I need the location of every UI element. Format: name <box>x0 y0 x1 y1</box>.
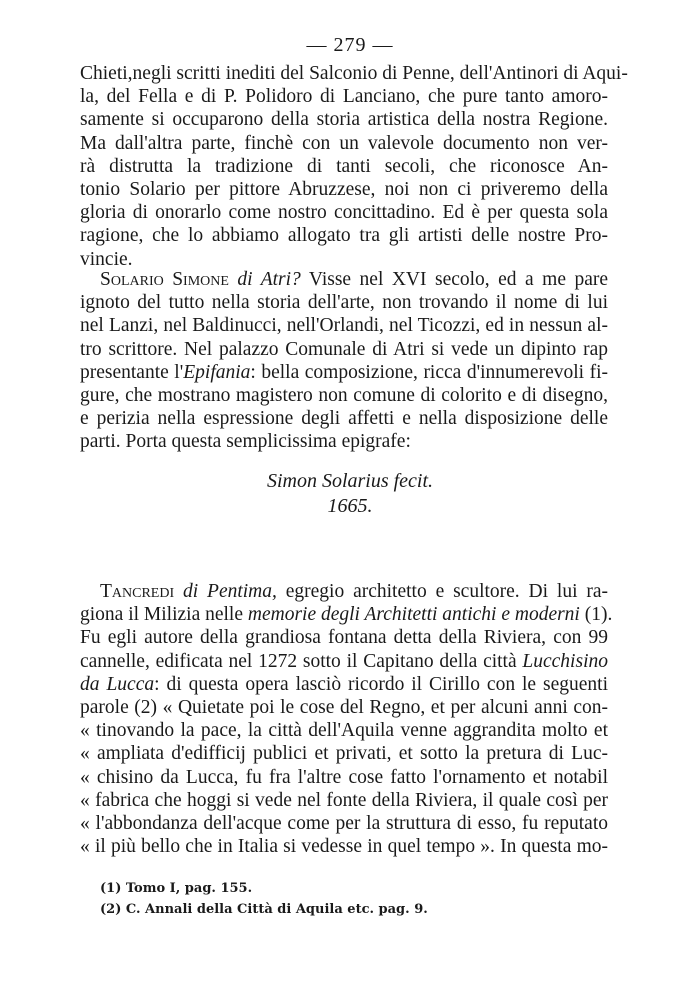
paragraph-solario-simone <box>80 268 608 454</box>
text-line: samente si occuparono della storia artistica della nostra Regione. <box>80 109 608 131</box>
text-line: « chisino da Lucca, fu fra l'altre cose fatto l'ornamento et notabil <box>80 766 608 788</box>
epigraph-inscription: Simon Solarius fecit. <box>266 470 434 492</box>
entry-place: di Pentima, <box>183 581 277 602</box>
text-line: ragione, che lo abbiamo allogato tra gli artisti delle nostre Pro- <box>80 225 608 247</box>
text-line <box>80 650 608 673</box>
text-line: « fabrica che hoggi si vede nel fonte della Riviera, il quale così per <box>80 789 608 811</box>
text-line: parole (2) « Quietate poi le cose del Regno, et per alcuni anni con- <box>80 696 608 718</box>
text-line: e perizia nella espressione degli affetti e nella disposizione delle <box>80 408 608 430</box>
text-line: tro scrittore. Nel palazzo Comunale di Atri si vede un dipinto rap <box>80 338 608 360</box>
entry-name: Tancredi <box>100 581 175 602</box>
text-segment: egregio architetto e scultore. Di lui ra- <box>276 581 608 602</box>
text-line: gloria di onorarlo come nostro concittadino. Ed è per questa sola <box>80 202 608 224</box>
text-line <box>80 268 608 291</box>
text-line: Fu egli autore della grandiosa fontana detta della Riviera, con 99 <box>80 627 608 649</box>
text-line: vincie. <box>80 248 133 270</box>
artwork-title: Epifania <box>183 361 251 383</box>
paragraph-antonio-solario <box>80 62 628 271</box>
entry-place: di Atri? <box>237 269 301 290</box>
text-line: la, del Fella e di P. Polidoro di Lanciano, che pure tanto amoro- <box>80 86 608 108</box>
text-segment: : bella composizione, ricca d'innumerevoli fi- <box>250 361 608 383</box>
text-line: nel Lanzi, nel Baldinucci, nell'Orlandi, nel Ticozzi, ed in nessun al- <box>80 315 608 337</box>
text-line: « l'abbondanza dell'acque come per la struttura di esso, fu reputato <box>80 812 608 834</box>
text-line: Ma dall'altra parte, finchè con un valevole documento non ver- <box>80 132 608 154</box>
text-line: Chieti,negli scritti inediti del Salconio di Penne, dell'Antinori di Aqui- <box>80 63 628 84</box>
text-segment: presentante l' <box>80 361 184 383</box>
page-number: — 279 — <box>306 34 394 56</box>
text-line: gure, che mostrano magistero non comune di colorito e di disegno, <box>80 384 608 406</box>
person-name: da Lucca <box>80 673 155 695</box>
person-name: Lucchisino <box>522 650 608 672</box>
text-line: « tinovando la pace, la città dell'Aquila venne aggrandita molto et <box>80 720 608 742</box>
text-line: ignoto del tutto nella storia dell'arte, non trovando il nome di lui <box>80 292 608 314</box>
entry-name: Solario Simone <box>100 269 229 290</box>
text-line: parti. Porta questa semplicissima epigrafe: <box>80 431 411 453</box>
footnote-1: (1) Tomo I, pag. 155. <box>100 881 253 896</box>
epigraph-date: 1665. <box>327 495 373 517</box>
text-line <box>80 673 608 696</box>
book-title: memorie degli Architetti antichi e moderni <box>247 604 580 626</box>
footnote-ref: (1). <box>579 604 613 626</box>
text-line <box>80 580 608 603</box>
paragraph-tancredi <box>80 580 613 858</box>
text-segment: Visse nel XVI secolo, ed a me pare <box>300 269 608 290</box>
text-line <box>80 361 608 384</box>
text-segment: : di questa opera lasciò ricordo il Cirillo con le seguenti <box>154 673 609 695</box>
text-segment: giona il Milizia nelle <box>80 604 248 626</box>
footnote-2: (2) C. Annali della Città di Aquila etc. pag. 9. <box>100 902 428 917</box>
text-segment: cannelle, edificata nel 1272 sotto il Capitano della città <box>80 650 523 672</box>
footnotes <box>100 878 428 920</box>
text-line <box>80 603 613 626</box>
text-line: « ampliata d'edifficij publici et privati, et sotto la pretura di Luc- <box>80 743 608 765</box>
text-line: « il più bello che in Italia si vedesse in quel tempo ». In questa mo- <box>80 836 608 858</box>
text-line: tonio Solario per pittore Abruzzese, noi non ci priveremo della <box>80 178 608 200</box>
text-line: rà distrutta la tradizione di tanti secoli, che riconosce An- <box>80 155 608 177</box>
